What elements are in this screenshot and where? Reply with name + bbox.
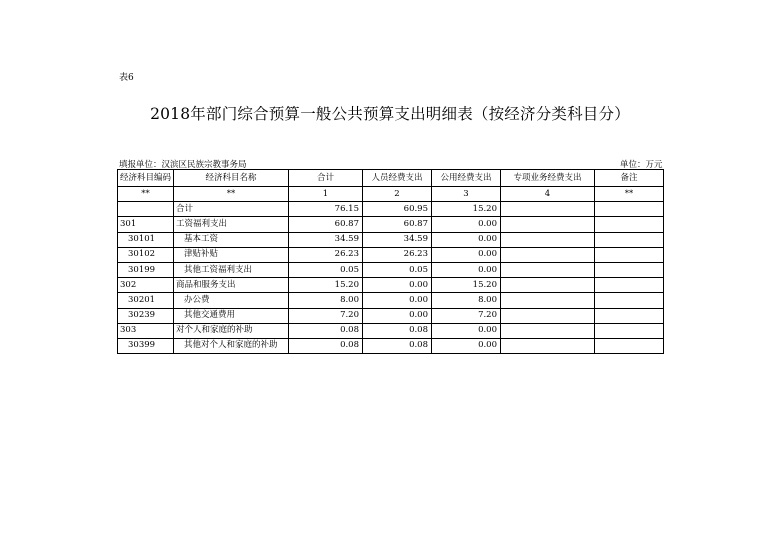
cell-special	[501, 232, 595, 247]
cell-total: 0.08	[289, 323, 363, 338]
cell-code: 30101	[118, 232, 174, 247]
cell-personnel: 0.00	[363, 293, 432, 308]
index-row	[118, 187, 664, 202]
cell-personnel: 26.23	[363, 247, 432, 262]
document-title: 2018年部门综合预算一般公共预算支出明细表（按经济分类科目分）	[150, 105, 630, 123]
cell-name: 合计	[174, 202, 289, 217]
header-special: 专项业务经费支出	[501, 170, 595, 187]
cell-public: 0.00	[432, 232, 501, 247]
cell-name: 商品和服务支出	[174, 278, 289, 293]
cell-public: 0.00	[432, 247, 501, 262]
cell-public: 0.00	[432, 323, 501, 338]
index-cell: 3	[432, 187, 501, 202]
cell-name: 对个人和家庭的补助	[174, 323, 289, 338]
cell-personnel: 60.95	[363, 202, 432, 217]
cell-public: 15.20	[432, 202, 501, 217]
cell-total: 26.23	[289, 247, 363, 262]
cell-special	[501, 293, 595, 308]
cell-public: 8.00	[432, 293, 501, 308]
index-cell: 2	[363, 187, 432, 202]
cell-code: 30201	[118, 293, 174, 308]
cell-name: 办公费	[174, 293, 289, 308]
cell-note	[595, 278, 664, 293]
currency-unit: 单位：万元	[620, 160, 663, 170]
table-row	[118, 308, 664, 323]
header-public: 公用经费支出	[432, 170, 501, 187]
index-cell: 4	[501, 187, 595, 202]
header-name: 经济科目名称	[174, 170, 289, 187]
cell-note	[595, 338, 664, 353]
cell-note	[595, 247, 664, 262]
cell-code: 301	[118, 217, 174, 232]
cell-note	[595, 217, 664, 232]
cell-total: 0.05	[289, 262, 363, 277]
cell-name: 其他工资福利支出	[174, 262, 289, 277]
index-cell: **	[595, 187, 664, 202]
cell-special	[501, 262, 595, 277]
cell-personnel: 0.08	[363, 338, 432, 353]
reporting-unit: 填报单位：汉滨区民族宗教事务局	[119, 160, 247, 170]
header-code: 经济科目编码	[118, 170, 174, 187]
cell-total: 76.15	[289, 202, 363, 217]
cell-total: 15.20	[289, 278, 363, 293]
header-note: 备注	[595, 170, 664, 187]
cell-name: 基本工资	[174, 232, 289, 247]
budget-table	[117, 169, 664, 354]
cell-total: 0.08	[289, 338, 363, 353]
cell-code: 302	[118, 278, 174, 293]
cell-note	[595, 293, 664, 308]
table-row	[118, 323, 664, 338]
cell-public: 15.20	[432, 278, 501, 293]
cell-personnel: 0.00	[363, 278, 432, 293]
cell-total: 8.00	[289, 293, 363, 308]
cell-special	[501, 202, 595, 217]
cell-special	[501, 217, 595, 232]
cell-name: 津贴补贴	[174, 247, 289, 262]
cell-total: 60.87	[289, 217, 363, 232]
cell-special	[501, 247, 595, 262]
cell-code: 30239	[118, 308, 174, 323]
header-row	[118, 170, 664, 187]
cell-special	[501, 323, 595, 338]
index-cell: **	[118, 187, 174, 202]
table-row	[118, 293, 664, 308]
cell-name: 工资福利支出	[174, 217, 289, 232]
header-total: 合计	[289, 170, 363, 187]
table-row	[118, 278, 664, 293]
cell-special	[501, 308, 595, 323]
cell-personnel: 0.00	[363, 308, 432, 323]
cell-public: 0.00	[432, 262, 501, 277]
cell-note	[595, 262, 664, 277]
header-personnel: 人员经费支出	[363, 170, 432, 187]
table-row	[118, 217, 664, 232]
table-row	[118, 247, 664, 262]
cell-total: 7.20	[289, 308, 363, 323]
cell-personnel: 0.08	[363, 323, 432, 338]
cell-public: 7.20	[432, 308, 501, 323]
cell-special	[501, 338, 595, 353]
cell-code: 303	[118, 323, 174, 338]
cell-personnel: 60.87	[363, 217, 432, 232]
cell-name: 其他对个人和家庭的补助	[174, 338, 289, 353]
table-row	[118, 232, 664, 247]
cell-code	[118, 202, 174, 217]
cell-code: 30199	[118, 262, 174, 277]
cell-note	[595, 232, 664, 247]
cell-public: 0.00	[432, 217, 501, 232]
cell-note	[595, 202, 664, 217]
cell-special	[501, 278, 595, 293]
cell-personnel: 0.05	[363, 262, 432, 277]
cell-personnel: 34.59	[363, 232, 432, 247]
table-row	[118, 338, 664, 353]
cell-code: 30399	[118, 338, 174, 353]
table-number: 表6	[119, 73, 134, 83]
cell-public: 0.00	[432, 338, 501, 353]
cell-code: 30102	[118, 247, 174, 262]
table-row	[118, 262, 664, 277]
cell-note	[595, 323, 664, 338]
table-row	[118, 202, 664, 217]
cell-name: 其他交通费用	[174, 308, 289, 323]
index-cell: 1	[289, 187, 363, 202]
cell-total: 34.59	[289, 232, 363, 247]
cell-note	[595, 308, 664, 323]
index-cell: **	[174, 187, 289, 202]
